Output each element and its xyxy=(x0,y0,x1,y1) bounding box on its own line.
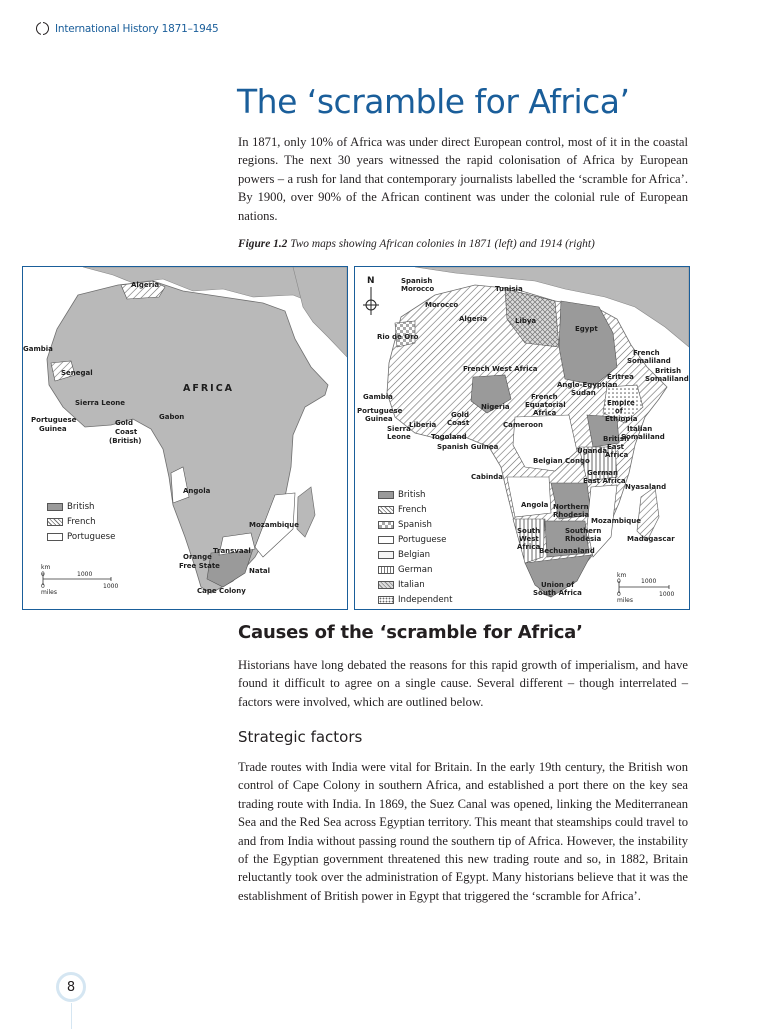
label-portuguese-guinea-2: Guinea xyxy=(365,415,393,423)
strategic-heading: Strategic factors xyxy=(238,728,363,746)
label-s-rhodesia-1: Southern xyxy=(565,527,602,535)
map-1871-svg xyxy=(23,267,347,609)
legend-label-independent: Independent xyxy=(398,594,453,605)
label-anglo-egyptian-1: Anglo-Egyptian xyxy=(557,381,618,389)
label-algeria: Algeria xyxy=(459,315,488,323)
intro-paragraph: In 1871, only 10% of Africa was under direct European control, most of it in the coastal regions. The next 30 years witnessed the rapid colonisation of Africa by European powers – a rush for land that contemporary journalists labelled the ‘scramble for Africa’. By 1900, over 90% of the African continent was under the colonial rule of European nations. xyxy=(238,135,688,223)
label-gambia: Gambia xyxy=(363,393,393,401)
label-cabinda: Cabinda xyxy=(471,473,503,481)
swatch-german xyxy=(378,566,394,574)
label-orange-1: Orange xyxy=(183,553,212,561)
label-africa: AFRICA xyxy=(183,383,235,394)
label-bea-2: East xyxy=(607,443,625,451)
label-empire-1: Empire xyxy=(607,399,635,407)
label-gold-coast-3: (British) xyxy=(109,437,142,445)
legend-1914 xyxy=(375,485,465,609)
label-bea-1: British xyxy=(603,435,630,443)
running-title: International History 1871–1945 xyxy=(55,22,219,35)
label-gambia: Gambia xyxy=(23,345,53,353)
label-orange-2: Free State xyxy=(179,562,220,570)
swatch-french xyxy=(378,506,394,514)
label-bea-3: Africa xyxy=(605,451,629,459)
scale-mi-0: 0 xyxy=(617,591,621,598)
legend-label-british: British xyxy=(398,489,426,500)
legend-item-italian xyxy=(378,577,462,592)
label-empire-3: Ethiopia xyxy=(605,415,638,423)
label-gold-coast-1: Gold xyxy=(115,419,133,427)
legend-label-italian: Italian xyxy=(398,579,425,590)
figure-caption xyxy=(238,238,595,250)
map-1914 xyxy=(354,266,690,610)
legend-item-spanish xyxy=(378,517,462,532)
label-senegal: Senegal xyxy=(61,369,93,377)
strategic-paragraph: Trade routes with India were vital for Britain. In the early 19th century, the British won control of Cape Colony in southern Africa, and established a port there on the key sea trading route with India. In 1869, the Suez Canal was opened, linking the Mediterranean Sea and the Red Sea across Egyptian territory. This meant that steamships could travel to and from India without passing round the southern tip of Africa. However, the instability of the Egyptian government threatened this new trading route and so, in 1882, Britain reluctantly took over the administration of Egypt. Many historians believe that it was the establishment of British power in Egypt that triggered the ‘scramble for Africa’. xyxy=(238,760,688,903)
causes-paragraph: Historians have long debated the reasons for this rapid growth of imperialism, and have found it difficult to agree on a single cause. Several different – though interrelated – factors were involved, which are outlined below. xyxy=(238,658,688,709)
label-transvaal: Transvaal xyxy=(213,547,251,555)
legend-1871 xyxy=(45,497,119,546)
label-n-rhodesia-1: Northern xyxy=(553,503,589,511)
legend-item-portuguese xyxy=(378,532,462,547)
legend-item-independent xyxy=(378,592,462,607)
label-madagascar: Madagascar xyxy=(627,535,675,543)
label-tunisia: Tunisia xyxy=(495,285,523,293)
label-spanish-morocco-2: Morocco xyxy=(401,285,435,293)
running-header xyxy=(36,22,219,35)
figure-caption-text: Two maps showing African colonies in 1871 (left) and 1914 (right) xyxy=(287,238,595,250)
legend-item-portuguese xyxy=(47,529,117,544)
label-empire-2: of xyxy=(615,407,623,415)
label-sierra-leone-2: Leone xyxy=(387,433,411,441)
label-fea-1: French xyxy=(531,393,558,401)
label-liberia: Liberia xyxy=(409,421,437,429)
scale-mi-max: 1000 xyxy=(659,591,675,598)
label-nyasaland: Nyasaland xyxy=(625,483,667,491)
book-logo-icon xyxy=(36,22,49,35)
label-nigeria: Nigeria xyxy=(481,403,510,411)
label-fea-3: Africa xyxy=(533,409,557,417)
legend-item-british xyxy=(47,499,117,514)
swatch-independent xyxy=(378,596,394,604)
swatch-spanish xyxy=(378,521,394,529)
swatch-portuguese xyxy=(378,536,394,544)
legend-label-portuguese: Portuguese xyxy=(398,534,447,545)
label-gold-coast-2: Coast xyxy=(447,419,470,427)
label-anglo-egyptian-2: Sudan xyxy=(571,389,596,397)
label-gold-coast-1: Gold xyxy=(451,411,469,419)
scale-mi-max: 1000 xyxy=(103,583,119,590)
label-gea-2: East Africa xyxy=(583,477,626,485)
label-swa-1: South xyxy=(517,527,541,535)
swatch-italian xyxy=(378,581,394,589)
label-togoland: Togoland xyxy=(431,433,467,441)
label-french-somaliland-2: Somaliland xyxy=(627,357,671,365)
swatch-french xyxy=(47,518,63,526)
label-morocco: Morocco xyxy=(425,301,459,309)
legend-label-british: British xyxy=(67,501,95,512)
label-angola: Angola xyxy=(521,501,549,509)
label-british-somaliland-2: Somaliland xyxy=(645,375,689,383)
legend-label-french: French xyxy=(67,516,96,527)
scale-km-label: km xyxy=(41,564,51,571)
label-uganda: Uganda xyxy=(577,447,608,455)
scale-km-max: 1000 xyxy=(641,578,657,585)
legend-label-portuguese: Portuguese xyxy=(67,531,116,542)
scale-km-0: 0 xyxy=(617,578,621,585)
swatch-belgian xyxy=(378,551,394,559)
scale-mi-0: 0 xyxy=(41,583,45,590)
label-north: N xyxy=(367,276,375,286)
label-spanish-morocco-1: Spanish xyxy=(401,277,433,285)
page-title: The ‘scramble for Africa’ xyxy=(237,82,630,121)
label-italian-somaliland-1: Italian xyxy=(627,425,653,433)
map-1871 xyxy=(22,266,348,610)
label-french-west-africa: French West Africa xyxy=(463,365,538,373)
scale-mi-label: miles xyxy=(617,597,633,604)
label-union-2: South Africa xyxy=(533,589,582,597)
label-angola: Angola xyxy=(183,487,211,495)
swatch-british xyxy=(378,491,394,499)
label-portuguese-guinea-1: Portuguese xyxy=(31,416,77,424)
legend-item-french xyxy=(378,502,462,517)
label-n-rhodesia-2: Rhodesia xyxy=(553,511,590,519)
legend-item-french xyxy=(47,514,117,529)
figure-label: Figure 1.2 xyxy=(238,238,288,250)
label-mozambique: Mozambique xyxy=(591,517,642,525)
scale-km-0: 0 xyxy=(41,571,45,578)
label-portuguese-guinea-1: Portuguese xyxy=(357,407,403,415)
label-british-somaliland-1: British xyxy=(655,367,682,375)
label-fea-2: Equatorial xyxy=(525,401,566,409)
scale-km-label: km xyxy=(617,572,627,579)
swatch-british xyxy=(47,503,63,511)
angola-territory xyxy=(507,477,551,517)
label-gea-1: German xyxy=(587,469,618,477)
label-swa-3: Africa xyxy=(517,543,541,551)
label-italian-somaliland-2: Somaliland xyxy=(621,433,665,441)
scale-km-max: 1000 xyxy=(77,571,93,578)
label-spanish-guinea: Spanish Guinea xyxy=(437,443,499,451)
swatch-portuguese xyxy=(47,533,63,541)
label-french-somaliland-1: French xyxy=(633,349,660,357)
label-egypt: Egypt xyxy=(575,325,598,333)
label-belgian-congo: Belgian Congo xyxy=(533,457,590,465)
label-gold-coast-2: Coast xyxy=(115,428,138,436)
label-natal: Natal xyxy=(249,567,271,575)
label-cameroon: Cameroon xyxy=(503,421,543,429)
label-rio-de-oro: Rio de Oro xyxy=(377,333,419,341)
label-sierra-leone-1: Sierra xyxy=(387,425,411,433)
label-cape-colony: Cape Colony xyxy=(197,587,246,595)
legend-label-belgian: Belgian xyxy=(398,549,431,560)
label-bechuanaland: Bechuanaland xyxy=(539,547,595,555)
label-portuguese-guinea-2: Guinea xyxy=(39,425,67,433)
label-swa-2: West xyxy=(519,535,539,543)
legend-label-german: German xyxy=(398,564,433,575)
page-number xyxy=(56,972,86,1002)
label-gabon: Gabon xyxy=(159,413,185,421)
label-algeria: Algeria xyxy=(131,281,160,289)
label-s-rhodesia-2: Rhodesia xyxy=(565,535,602,543)
label-libya: Libya xyxy=(515,317,537,325)
label-eritrea: Eritrea xyxy=(607,373,634,381)
legend-item-belgian xyxy=(378,547,462,562)
legend-item-british xyxy=(378,487,462,502)
legend-label-french: French xyxy=(398,504,427,515)
legend-item-german xyxy=(378,562,462,577)
label-union-1: Union of xyxy=(541,581,575,589)
causes-heading: Causes of the ‘scramble for Africa’ xyxy=(238,622,583,643)
legend-label-spanish: Spanish xyxy=(398,519,432,530)
page-number-text: 8 xyxy=(66,979,76,995)
label-sierra-leone: Sierra Leone xyxy=(75,399,126,407)
scale-mi-label: miles xyxy=(41,589,57,596)
label-mozambique: Mozambique xyxy=(249,521,300,529)
